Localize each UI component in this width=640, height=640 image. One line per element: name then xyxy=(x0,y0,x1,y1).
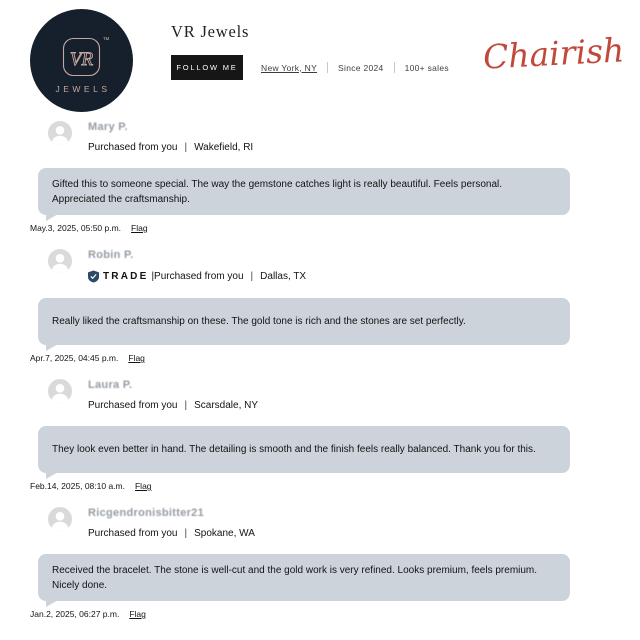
reviewer-location: Wakefield, RI xyxy=(194,142,254,153)
purchase-label: |Purchased from you xyxy=(151,271,244,282)
shop-logo[interactable] xyxy=(30,9,133,112)
review-text-bubble xyxy=(38,554,570,601)
vr-jewels-logo-icon xyxy=(30,9,133,112)
review-header xyxy=(48,249,640,283)
reviewer-name: Mary P. xyxy=(88,121,128,133)
user-avatar-icon xyxy=(48,507,72,531)
review-date: Feb.14, 2025, 08:10 a.m. xyxy=(30,481,125,491)
logo-word: JEWELS xyxy=(55,84,111,94)
review-footer xyxy=(30,481,640,491)
review-header xyxy=(48,121,640,153)
divider: | xyxy=(250,271,254,282)
user-avatar-icon xyxy=(48,121,72,145)
reviewer-name: Ricgendronisbitter21 xyxy=(88,507,205,519)
reviewer-location: Scarsdale, NY xyxy=(194,400,259,411)
review-text-bubble xyxy=(38,426,570,473)
trade-shield-icon xyxy=(88,270,99,283)
trade-label: TRADE xyxy=(103,271,149,282)
reviews-list xyxy=(0,120,640,619)
shop-info xyxy=(171,22,449,80)
review-date: Apr.7, 2025, 04:45 p.m. xyxy=(30,353,119,363)
review-footer xyxy=(30,609,640,619)
user-avatar-icon xyxy=(48,379,72,403)
flag-link[interactable]: Flag xyxy=(128,353,145,363)
chairish-logo[interactable]: Chairish xyxy=(481,30,625,77)
review-text-bubble xyxy=(38,168,570,215)
shop-since: Since 2024 xyxy=(338,62,384,73)
flag-link[interactable]: Flag xyxy=(131,223,148,233)
purchase-label: Purchased from you xyxy=(88,528,178,539)
review-date: May.3, 2025, 05:50 p.m. xyxy=(30,223,122,233)
review-text-bubble xyxy=(38,298,570,345)
review-text: Received the bracelet. The stone is well-cut and the gold work is very refined. Looks premium, feels premium. Nicely done. xyxy=(52,564,538,591)
review-header xyxy=(48,507,640,539)
shop-header xyxy=(0,0,640,120)
review-footer xyxy=(30,223,640,233)
follow-button[interactable]: FOLLOW ME xyxy=(171,55,243,80)
reviewer-location: Dallas, TX xyxy=(260,271,307,282)
review-item xyxy=(30,121,640,233)
reviewer-name: Robin P. xyxy=(88,249,134,261)
purchase-label: Purchased from you xyxy=(88,142,178,153)
review-header xyxy=(48,379,640,411)
review-footer xyxy=(30,353,640,363)
purchase-label: Purchased from you xyxy=(88,400,178,411)
shop-meta xyxy=(261,62,449,73)
meta-divider xyxy=(327,62,328,73)
logo-trademark: ™ xyxy=(102,37,110,44)
flag-link[interactable]: Flag xyxy=(129,609,146,619)
review-text: They look even better in hand. The detailing is smooth and the finish feels really balanced. Thank you for this. xyxy=(52,444,536,455)
page-title: VR Jewels xyxy=(171,22,250,41)
shop-sales-count: 100+ sales xyxy=(404,62,449,73)
meta-divider xyxy=(394,62,395,73)
shop-location-link[interactable]: New York, NY xyxy=(261,62,318,73)
trade-badge xyxy=(88,270,148,283)
logo-monogram: VR xyxy=(69,49,94,70)
review-date: Jan.2, 2025, 06:27 p.m. xyxy=(30,609,120,619)
reviewer-location: Spokane, WA xyxy=(194,528,255,539)
review-text: Really liked the craftsmanship on these. The gold tone is rich and the stones are set perfectly. xyxy=(52,316,466,327)
reviewer-name: Laura P. xyxy=(88,379,133,391)
divider: | xyxy=(184,142,188,153)
user-avatar-icon xyxy=(48,249,72,273)
flag-link[interactable]: Flag xyxy=(134,481,152,491)
review-item xyxy=(30,507,640,619)
review-item xyxy=(30,379,640,491)
review-text: Gifted this to someone special. The way the gemstone catches light is really beautiful. Feels personal. Appreciated the craftsmanship. xyxy=(52,178,503,205)
divider: | xyxy=(184,400,188,411)
review-item xyxy=(30,249,640,363)
divider: | xyxy=(184,528,188,539)
